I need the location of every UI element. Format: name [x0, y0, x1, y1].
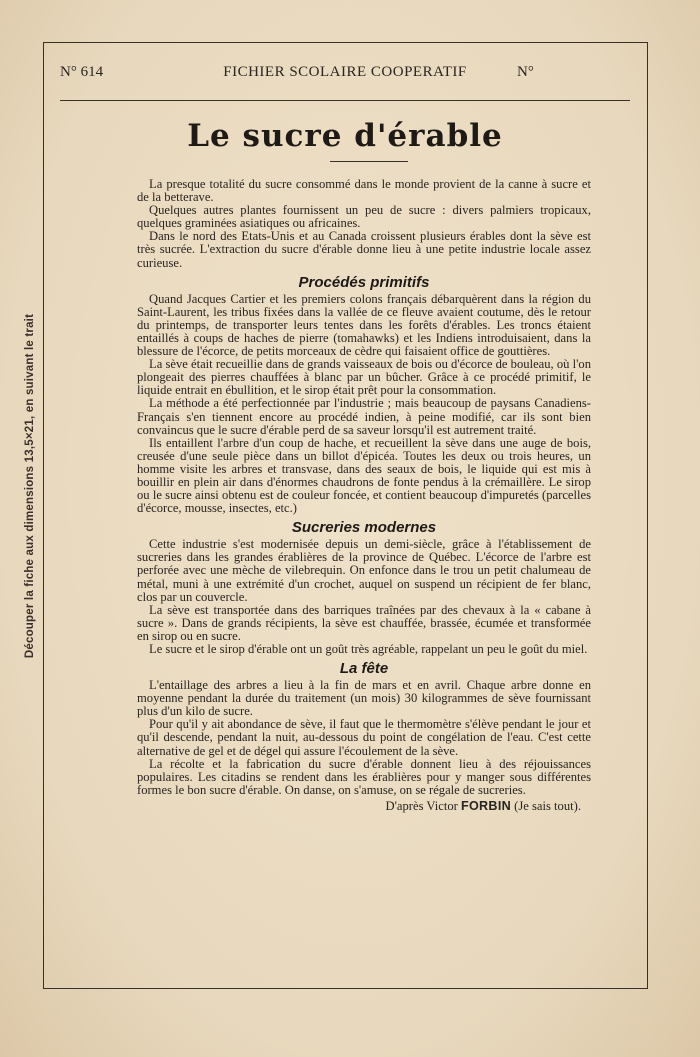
header-divider [60, 100, 630, 101]
cutting-instruction: Découper la fiche aux dimensions 13,5×21, en suivant le trait [24, 313, 36, 659]
article-body [137, 178, 591, 813]
section-paragraph: La récolte et la fabrication du sucre d'érable donnent lieu à des réjouissances populaires. Les citadins se rendent dans les érablières pour y manger sous différentes formes le bon sucre d'érable. On danse, on s'amuse, on se régale de sucreries. [137, 756, 591, 797]
title-underline [330, 161, 408, 162]
source-attribution [137, 800, 591, 813]
author-name: FORBIN [460, 798, 512, 813]
section-heading-procedes: Procédés primitifs [298, 273, 430, 291]
section-paragraph: L'entaillage des arbres a lieu à la fin de mars et en avril. Chaque arbre donne en moyenne pendant la durée du traitement (un mois) 30 kilogrammes de sève fournissant plus d'un kilo de sucre. [137, 678, 591, 719]
section-paragraph: Pour qu'il y ait abondance de sève, il faut que le thermomètre s'élève pendant le jour et qu'il descende, pendant la nuit, au-dessous du point de congélation de l'eau. C'est cette alternative de gel et de dégel qui assure l'écoulement de la sève. [137, 717, 591, 758]
number-label: N° [517, 64, 534, 80]
section-heading-fete: La fête [339, 660, 389, 678]
attribution-suffix: (Je sais tout). [511, 798, 581, 813]
section-paragraph: Ils entaillent l'arbre d'un coup de hache, et recueillent la sève dans une auge de bois, creusée d'une seule pièce dans un billot d'épicéa. Toutes les deux ou trois heures, un homme visite les arbres et transvase, dans des seaux de bois, le liquide qui est mis à bouillir en plein air dans d'énormes chaudrons de fonte pendus à la crémaillère. Le sirop ou le sucre ainsi obtenu est de couleur foncée, et contient beaucoup d'impuretés (parcelles d'écorce, mousse, insectes, etc.) [137, 435, 591, 516]
section-paragraph: Quand Jacques Cartier et les premiers colons français débarquèrent dans la région du Saint-Laurent, les tribus fixées dans la vallée de ce fleuve avaient coutume, dès le retour du printemps, de transporter leurs tentes dans les forêts d'érables. Les troncs étaient entaillés à coups de haches de pierre (tomahawks) et les Indiens introduisaient, dans la blessure de l'écorce, de petits morceaux de cèdre qui faisaient office de gouttières. [137, 291, 591, 359]
sheet-number: N° 614 [60, 64, 104, 80]
attribution-prefix: D'après Victor [385, 798, 461, 813]
collection-title: FICHIER SCOLAIRE COOPERATIF [223, 64, 467, 80]
section-paragraph: La sève était recueillie dans de grands vaisseaux de bois ou d'écorce de bouleau, où l'on plongeait des pierres chauffées à blanc par un bûcher. Grâce à ce procédé primitif, le liquide entrait en ébullition, et le sirop était prêt pour la consommation. [137, 357, 591, 398]
intro-paragraph: Quelques autres plantes fournissent un peu de sucre : divers palmiers tropicaux, quelques graminées asiatiques ou africaines. [137, 203, 591, 231]
section-paragraph: Le sucre et le sirop d'érable ont un goût très agréable, rappelant un peu le goût du miel. [149, 642, 588, 656]
page-title: Le sucre d'érable [187, 118, 503, 154]
intro-paragraph: La presque totalité du sucre consommé dans le monde provient de la canne à sucre et de la betterave. [137, 177, 591, 205]
section-paragraph: La méthode a été perfectionnée par l'industrie ; mais beaucoup de paysans Canadiens-Français s'en tiennent encore au procédé indien, à peine modifié, car ils sont bien convaincus que le sucre d'érable perd de sa saveur lorsqu'il est autrement traité. [137, 396, 591, 437]
section-paragraph: Cette industrie s'est modernisée depuis un demi-siècle, grâce à l'établissement de sucreries dans les grandes érablières de la province de Québec. L'écorce de l'arbre est perforée avec une mèche de vilebrequin. On enfonce dans le trou un petit chalumeau de métal, muni à une extrémité d'un crochet, auquel on suspend un récipient de fer blanc, clos par un couvercle. [137, 537, 591, 604]
section-heading-sucreries: Sucreries modernes [291, 519, 437, 537]
intro-paragraph: Dans le nord des Etats-Unis et au Canada croissent plusieurs érables dont la sève est très sucrée. L'extraction du sucre d'érable donne lieu à une petite industrie locale assez curieuse. [137, 229, 591, 270]
section-paragraph: La sève est transportée dans des barriques traînées par des chevaux à la « cabane à sucre ». Dans de grands récipients, la sève est chauffée, brassée, écumée et transformée en sirop ou en sucre. [137, 602, 591, 643]
header [60, 64, 630, 86]
